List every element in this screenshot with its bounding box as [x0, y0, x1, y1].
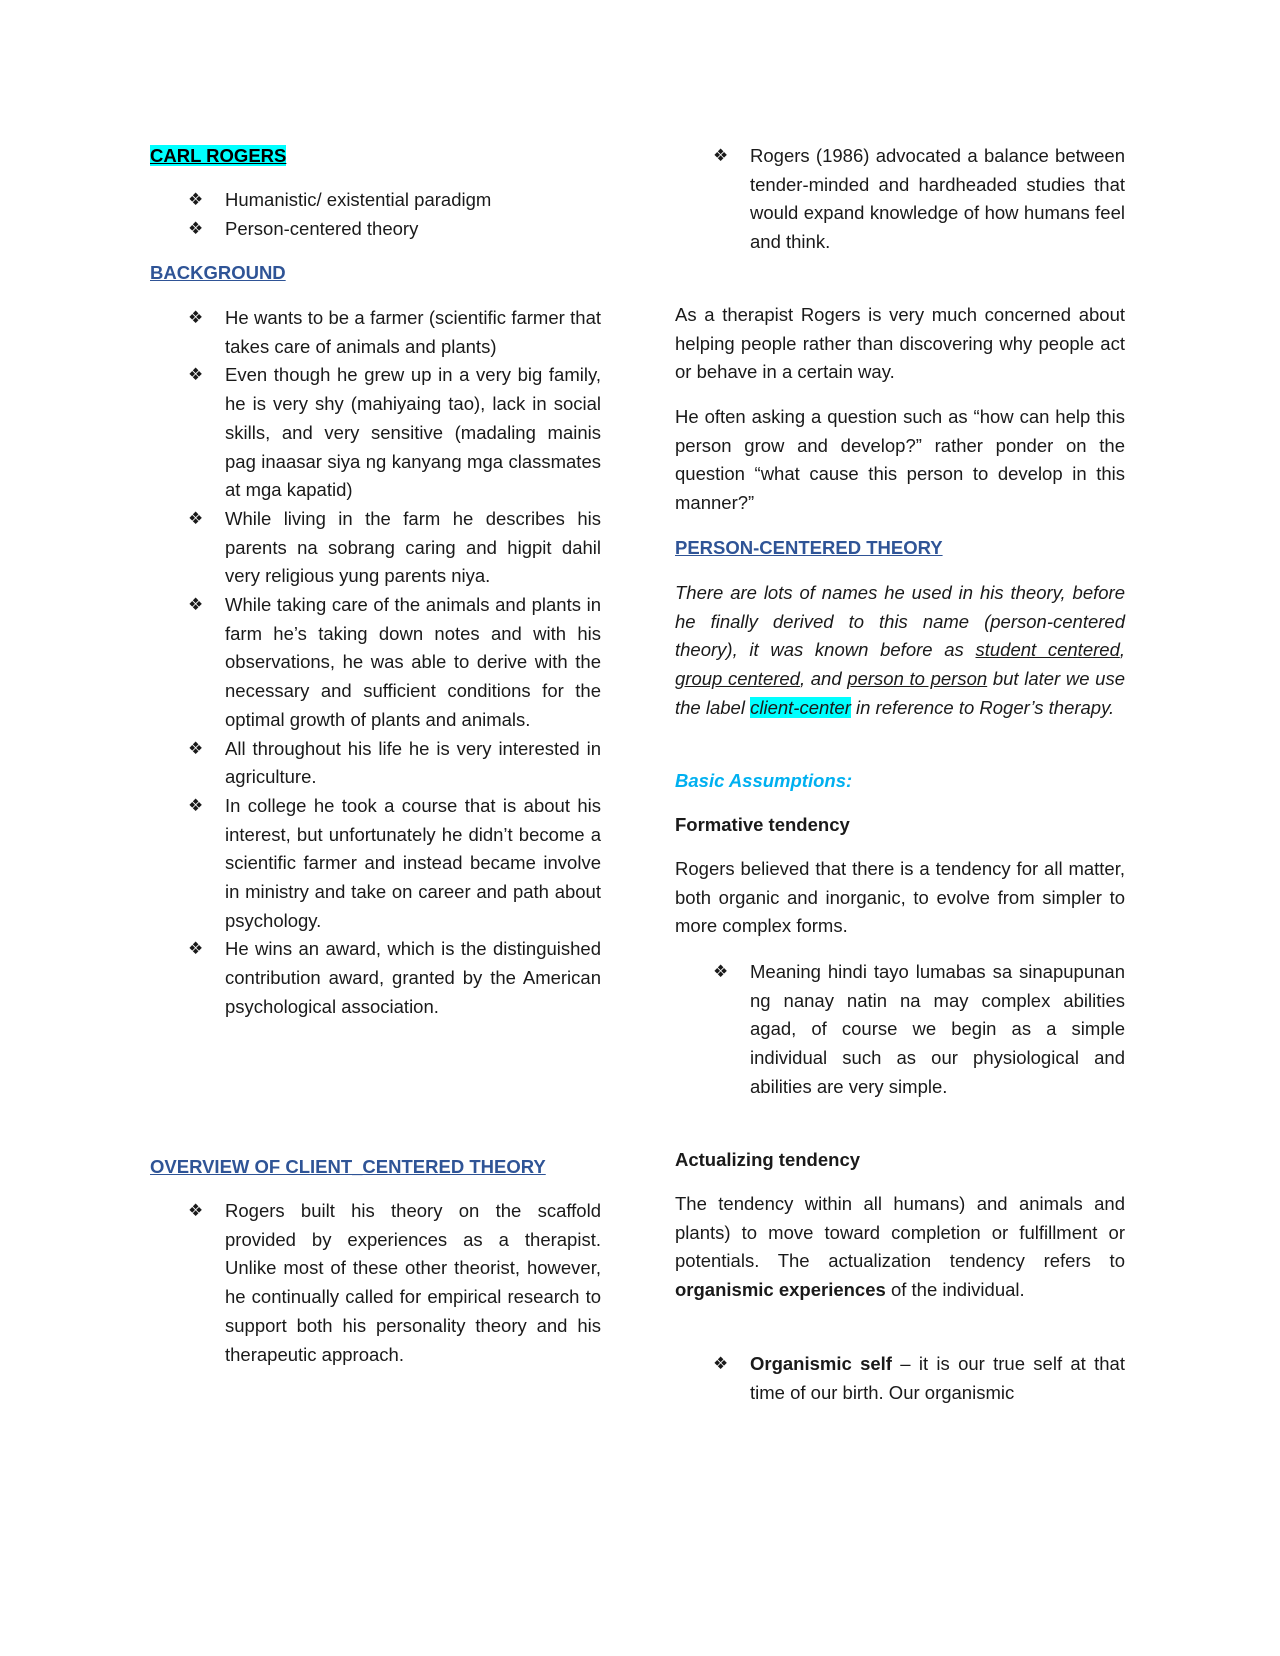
formative-tendency-heading: Formative tendency: [675, 814, 850, 835]
list-item-text: Person-centered theory: [225, 217, 419, 239]
organismic-bullet-list: [675, 1350, 1125, 1407]
list-item: [150, 935, 601, 1021]
list-item-text: All throughout his life he is very interested in agriculture.: [225, 737, 601, 788]
list-item: [150, 304, 601, 361]
underlined-term: group centered: [675, 668, 800, 690]
rogers-1986-bullet-list: [675, 142, 1125, 257]
therapist-paragraph: As a therapist Rogers is very much concerned about helping people rather than discovering why people act or behave in a certain way.: [675, 304, 1125, 383]
list-item-text: Humanistic/ existential paradigm: [225, 189, 492, 210]
list-item: [150, 1197, 601, 1369]
diamond-bullet-icon: ❖: [713, 1354, 729, 1373]
background-heading: [150, 259, 601, 288]
diamond-bullet-icon: ❖: [713, 146, 729, 165]
list-item: [150, 591, 601, 735]
heading-text: OVERVIEW OF CLIENT_CENTERED THEORY: [150, 1156, 546, 1177]
list-item: [150, 792, 601, 936]
highlighted-term: client-center: [750, 696, 851, 718]
diamond-bullet-icon: ❖: [188, 738, 204, 758]
formative-bullet-list: [675, 958, 1125, 1102]
underlined-term: person to person: [847, 668, 988, 690]
list-item: [150, 215, 601, 244]
diamond-bullet-icon: ❖: [188, 795, 204, 815]
overview-heading: [150, 1153, 601, 1182]
heading-text: PERSON-CENTERED THEORY: [675, 537, 943, 558]
text: but later we use the label: [675, 668, 1125, 718]
list-item: [150, 361, 601, 505]
heading-text: Basic Assumptions:: [675, 770, 853, 791]
list-item: [675, 142, 1125, 257]
list-item: [675, 1350, 1125, 1407]
diamond-bullet-icon: ❖: [188, 218, 204, 238]
heading-text: BACKGROUND: [150, 262, 286, 283]
actualizing-paragraph: [675, 1190, 1125, 1305]
list-item-text: While living in the farm he describes his parents na sobrang caring and higpit dahil very religious yung parents niya.: [225, 507, 601, 587]
actualizing-tendency-heading: Actualizing tendency: [675, 1149, 861, 1170]
list-item: [150, 186, 601, 215]
question-paragraph: He often asking a question such as “how can help this person grow and develop?” rather ponder on the question “what cause this person to develop in this manner?”: [675, 406, 1125, 514]
list-item: [150, 735, 601, 792]
bold-term: Organismic self: [750, 1353, 892, 1374]
diamond-bullet-icon: ❖: [188, 595, 204, 615]
names-paragraph: [675, 579, 1125, 723]
diamond-bullet-icon: ❖: [188, 190, 204, 209]
list-item: [675, 958, 1125, 1102]
underlined-term: student centered: [975, 639, 1120, 661]
list-item-text: – it is our true self at that time of our birth. Our organismic: [750, 1353, 1125, 1403]
text: ,: [1119, 639, 1125, 661]
person-centered-heading: [675, 534, 1125, 563]
list-item-text: He wants to be a farmer (scientific farmer that takes care of animals and plants): [225, 307, 601, 357]
text: There are lots of names he used in his theory, before he finally derived to this name (person-centered theory), it was known before as: [675, 582, 1125, 661]
carl-rogers-title: CARL ROGERS: [150, 145, 287, 166]
basic-assumptions-heading: [675, 767, 1125, 796]
bold-term: organismic experiences: [675, 1279, 886, 1301]
diamond-bullet-icon: ❖: [188, 939, 204, 959]
formative-paragraph: Rogers believed that there is a tendency for all matter, both organic and inorganic, to evolve from simpler to more complex forms.: [675, 858, 1125, 937]
diamond-bullet-icon: ❖: [713, 962, 729, 981]
text: of the individual.: [885, 1279, 1025, 1301]
list-item-text: While taking care of the animals and plants in farm he’s taking down notes and with his observations, he was able to derive with the necessary and sufficient conditions for the optimal growth of plants and animals.: [225, 594, 601, 730]
list-item-text: Even though he grew up in a very big family, he is very shy (mahiyaing tao), lack in social skills, and very sensitive (madaling mainis pag inaasar siya ng kanyang mga classmates at mga kapatid): [225, 364, 601, 501]
list-item-text: In college he took a course that is about his interest, but unfortunately he didn’t become a scientific farmer and instead became involve in ministry and take on career and path about psychology.: [225, 794, 601, 931]
list-item-text: He wins an award, which is the distinguished contribution award, granted by the American psychological association.: [225, 938, 601, 1017]
title-bullet-list: [150, 186, 601, 243]
title-heading: [150, 142, 601, 171]
text: in reference to Roger’s therapy.: [850, 696, 1115, 718]
list-item-text: Meaning hindi tayo lumabas sa sinapupunan ng nanay natin na may complex abilities agad, of course we begin as a simple individual such as our physiological and abilities are very simple.: [750, 961, 1125, 1097]
diamond-bullet-icon: ❖: [188, 508, 204, 528]
background-bullet-list: [150, 304, 601, 1022]
text: The tendency within all humans) and animals and plants) to move toward completion or fulfillment or potentials. The actualization tendency refers to: [675, 1193, 1125, 1272]
diamond-bullet-icon: ❖: [188, 308, 204, 327]
diamond-bullet-icon: ❖: [188, 365, 204, 385]
list-item-text: Rogers (1986) advocated a balance between tender-minded and hardheaded studies that would expand knowledge of how humans feel and think.: [750, 145, 1125, 253]
text: , and: [799, 668, 848, 690]
diamond-bullet-icon: ❖: [188, 1201, 204, 1220]
list-item-text: Rogers built his theory on the scaffold provided by experiences as a therapist. Unlike most of these other theorist, however, he continually called for empirical research to support both his personality theory and his therapeutic approach.: [225, 1200, 601, 1365]
list-item: [150, 505, 601, 591]
overview-bullet-list: [150, 1197, 601, 1369]
